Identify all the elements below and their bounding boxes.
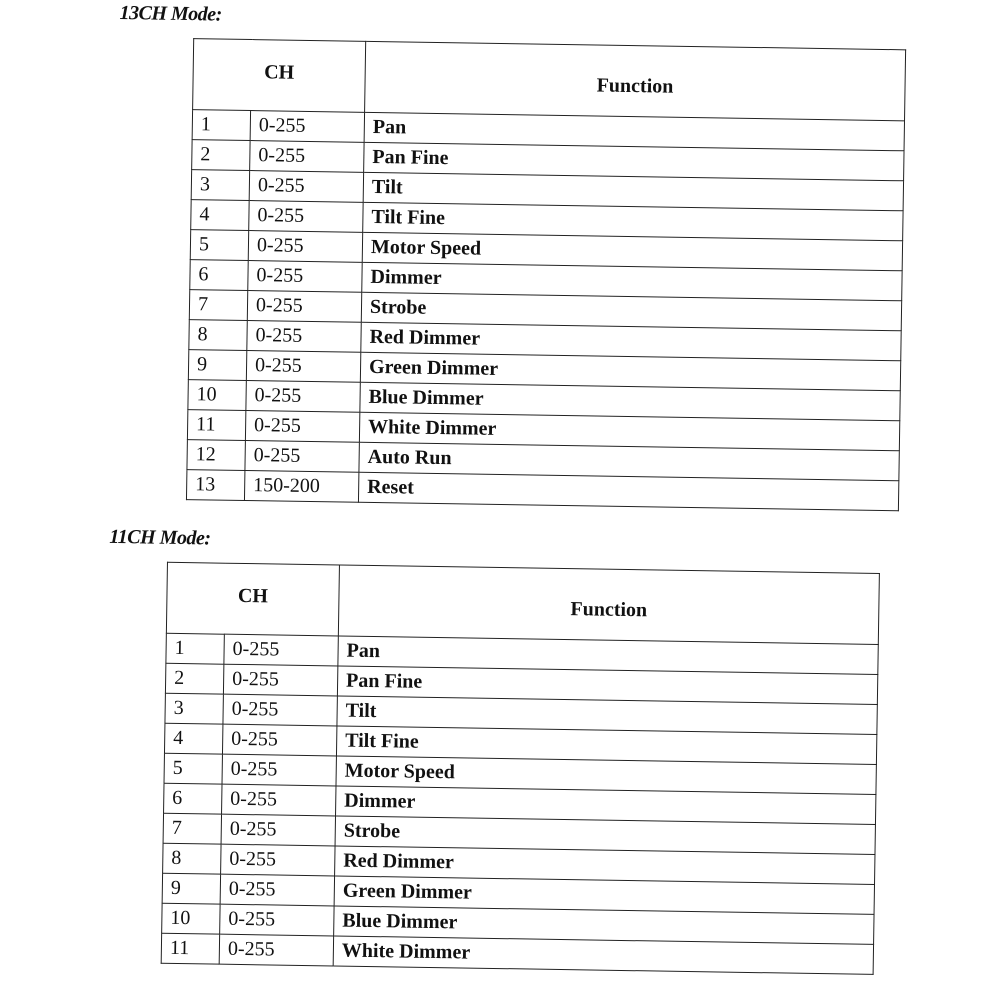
- channel-number-cell: 1: [192, 110, 250, 141]
- function-cell: Strobe: [335, 816, 875, 854]
- mode-title: 13CH Mode:: [119, 1, 222, 26]
- dmx-range-cell: 0-255: [221, 844, 335, 876]
- channel-number-cell: 11: [187, 410, 245, 441]
- channel-number-cell: 8: [189, 320, 247, 351]
- dmx-range-cell: 0-255: [250, 111, 364, 143]
- channel-number-cell: 12: [187, 440, 245, 471]
- dmx-range-cell: 0-255: [250, 141, 364, 173]
- dmx-range-cell: 0-255: [249, 201, 363, 233]
- dmx-range-cell: 0-255: [248, 261, 362, 293]
- function-cell: Green Dimmer: [360, 352, 900, 390]
- dmx-range-cell: 0-255: [219, 934, 333, 966]
- function-cell: Tilt: [337, 696, 877, 734]
- channel-number-cell: 13: [186, 470, 244, 501]
- channel-number-cell: 5: [190, 230, 248, 261]
- dmx-range-cell: 0-255: [223, 694, 337, 726]
- dmx-range-cell: 0-255: [247, 291, 361, 323]
- dmx-range-cell: 0-255: [249, 171, 363, 203]
- channel-number-cell: 4: [191, 200, 249, 231]
- channel-number-cell: 8: [163, 843, 221, 874]
- channel-number-cell: 11: [161, 933, 219, 964]
- table-header-row: [166, 562, 879, 644]
- function-cell: Red Dimmer: [361, 322, 901, 360]
- dmx-range-cell: 0-255: [222, 754, 336, 786]
- function-cell: Green Dimmer: [334, 876, 874, 914]
- dmx-range-cell: 0-255: [246, 381, 360, 413]
- table-body: [161, 633, 878, 974]
- dmx-range-cell: 0-255: [221, 814, 335, 846]
- channel-number-cell: 2: [165, 663, 223, 694]
- function-cell: Blue Dimmer: [334, 906, 874, 944]
- channel-number-cell: 9: [188, 350, 246, 381]
- channel-table-section-11ch: [103, 526, 881, 975]
- ch-column-header: CH: [193, 39, 366, 113]
- dmx-range-cell: 0-255: [248, 231, 362, 263]
- function-cell: White Dimmer: [359, 412, 899, 450]
- dmx-range-cell: 0-255: [223, 664, 337, 696]
- function-cell: Red Dimmer: [335, 846, 875, 884]
- function-cell: Reset: [358, 472, 898, 510]
- function-cell: Tilt Fine: [336, 726, 876, 764]
- channel-number-cell: 7: [189, 290, 247, 321]
- function-cell: Pan Fine: [364, 142, 904, 180]
- channel-number-cell: 10: [162, 903, 220, 934]
- channel-number-cell: 9: [162, 873, 220, 904]
- function-cell: Pan: [338, 636, 878, 674]
- ch-column-header: CH: [166, 562, 339, 636]
- function-cell: Motor Speed: [362, 232, 902, 270]
- dmx-range-cell: 0-255: [220, 904, 334, 936]
- table-body: [186, 110, 904, 511]
- channel-number-cell: 2: [192, 140, 250, 171]
- dmx-range-cell: 0-255: [222, 784, 336, 816]
- function-cell: Dimmer: [362, 262, 902, 300]
- dmx-range-cell: 0-255: [245, 410, 359, 442]
- channel-number-cell: 6: [164, 783, 222, 814]
- function-cell: Dimmer: [336, 786, 876, 824]
- channel-table: [186, 38, 906, 511]
- function-column-header: Function: [338, 565, 879, 644]
- channel-number-cell: 4: [164, 723, 222, 754]
- dmx-range-cell: 0-255: [220, 874, 334, 906]
- channel-table: [161, 562, 880, 975]
- channel-number-cell: 3: [165, 693, 223, 724]
- table-header-row: [193, 39, 906, 121]
- channel-table-section-13ch: [119, 1, 907, 511]
- channel-number-cell: 1: [166, 633, 224, 664]
- function-cell: White Dimmer: [333, 936, 873, 974]
- channel-number-cell: 10: [188, 380, 246, 411]
- function-cell: Pan Fine: [337, 666, 877, 704]
- dmx-range-cell: 0-255: [222, 724, 336, 756]
- function-cell: Strobe: [361, 292, 901, 330]
- mode-title: 11CH Mode:: [109, 525, 211, 550]
- channel-number-cell: 5: [164, 753, 222, 784]
- function-column-header: Function: [365, 41, 906, 120]
- function-cell: Tilt Fine: [363, 202, 903, 240]
- function-cell: Blue Dimmer: [360, 382, 900, 420]
- dmx-range-cell: 0-255: [245, 440, 359, 472]
- channel-number-cell: 3: [191, 170, 249, 201]
- function-cell: Auto Run: [359, 442, 899, 480]
- channel-number-cell: 7: [163, 813, 221, 844]
- channel-number-cell: 6: [190, 260, 248, 291]
- function-cell: Pan: [364, 112, 904, 150]
- function-cell: Motor Speed: [336, 756, 876, 794]
- dmx-range-cell: 0-255: [247, 321, 361, 353]
- dmx-range-cell: 150-200: [244, 470, 358, 502]
- dmx-range-cell: 0-255: [246, 351, 360, 383]
- function-cell: Tilt: [363, 172, 903, 210]
- dmx-range-cell: 0-255: [224, 634, 338, 666]
